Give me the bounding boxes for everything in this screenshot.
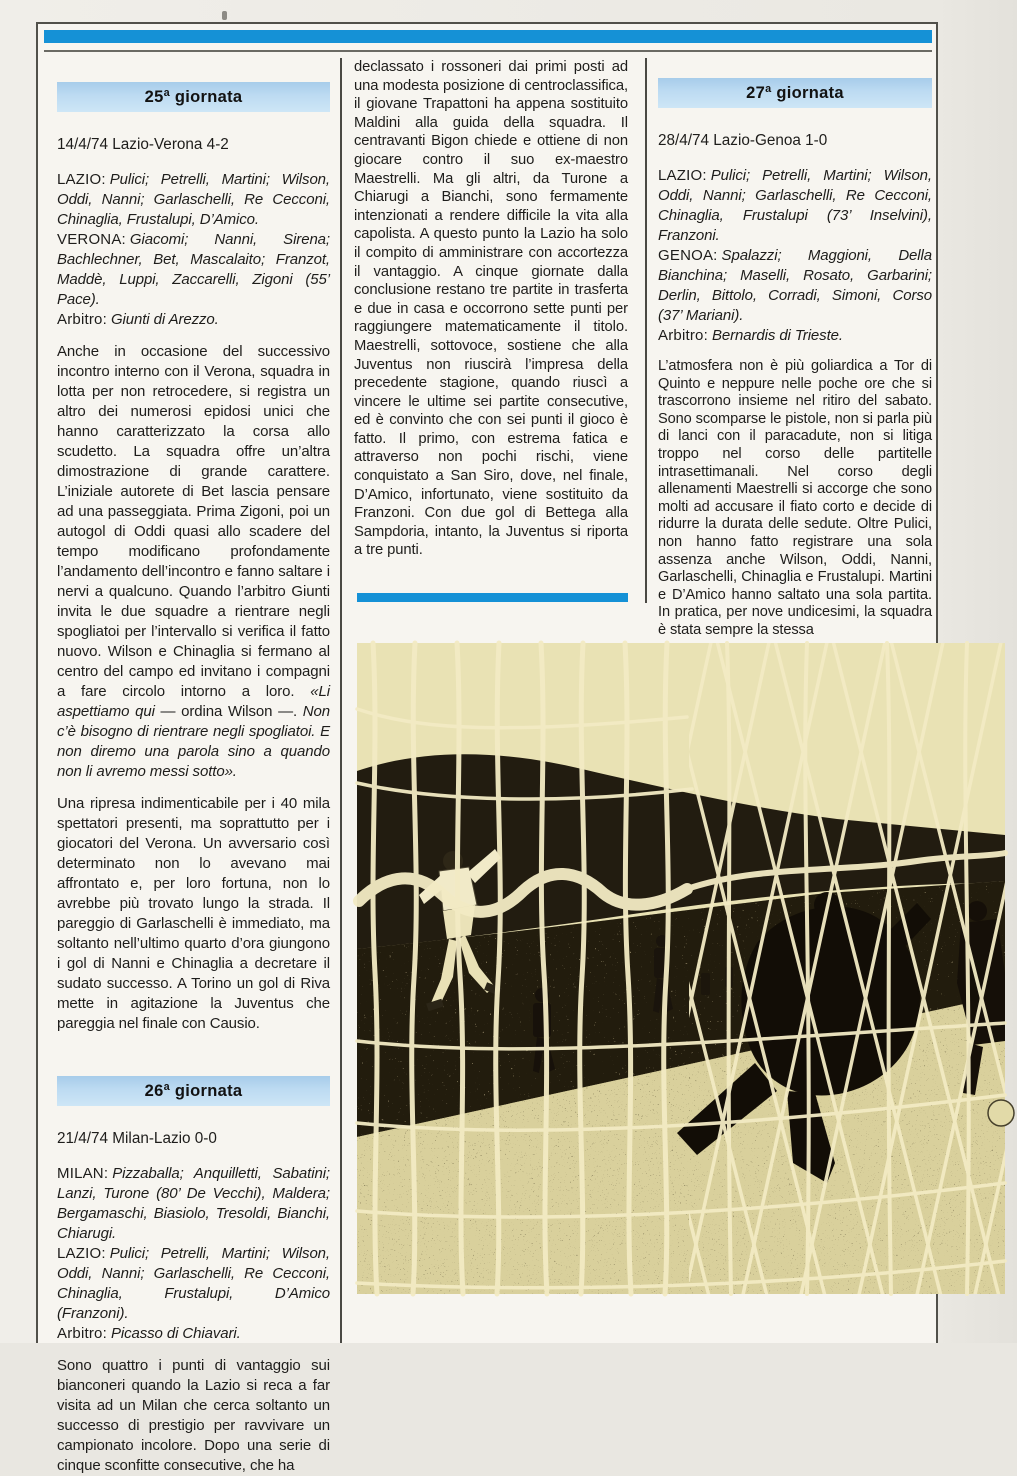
match-line-26: 21/4/74 Milan-Lazio 0-0: [57, 1130, 217, 1147]
top-accent-bar: [44, 30, 932, 43]
referee-name-27: Bernardis di Trieste.: [711, 327, 843, 344]
column-divider-right: [645, 58, 647, 603]
players-lazio-26: Pulici; Petrelli, Martini; Wilson, Oddi, Nanni; Garlaschelli, Re Cecconi, Chinaglia, Frustalupi, D’Amico (Franzoni).: [57, 1245, 330, 1322]
team-label-genoa: GENOA:: [658, 247, 718, 264]
section-separator-bar: [357, 593, 628, 602]
column-middle: [354, 58, 628, 560]
players-milan-26: Pizzaballa; Anquilletti, Sabatini; Lanzi, Turone (80’ De Vecchi), Maldera; Bergamaschi, Biasiolo, Tresoldi, Bianchi, Chiarugi.: [57, 1165, 330, 1242]
paragraph-26-1: Sono quattro i punti di vantaggio sui bianconeri quando la Lazio si reca a far visita ad un Milan che cerca soltanto un successo di prestigio per ravvivare un campionato incolore. Dopo una serie di cinque sconfitte consecutive, che ha: [57, 1357, 330, 1474]
referee-line-26: [57, 1324, 330, 1344]
paragraph-25-2: Una ripresa indimenticabile per i 40 mila spettatori presenti, ma soprattutto per i giocatori del Verona. Un avversario così determinato non lo avevano mai affrontato e, per loro fortuna, non lo avrebbe più trovato lungo la strada. Il pareggio di Garlaschelli è immediato, ma soltanto nell’ultimo quarto d’ora giungono i gol di Nanni e Chinaglia a decretare il sudato successo. A Torino un gol di Riva mette in agitazione la Juventus che pareggia nel finale con Causio.: [57, 795, 330, 1032]
paragraph-text: — ordina Wilson —.: [154, 703, 303, 720]
column-right: [658, 68, 932, 640]
referee-line-27: [658, 326, 932, 346]
giornata-27-header: [658, 78, 932, 108]
giornata-27-title: 27ª giornata: [746, 83, 844, 102]
giornata-25-header: [57, 82, 330, 112]
paragraph-text: Anche in occasione del successivo incontro interno con il Verona, squadra in lotta per non retrocedere, si registra un altro dei numerosi epidosi unici che hanno caratterizzato la corsa allo scudetto. La squadra offre un’altra dimostrazione di grande carattere. L’iniziale autorete di Bet lascia pensare ad una passeggiata. Prima Zigoni, poi un autogol di Oddi quasi allo scadere del tempo modificano profondamente l’andamento dell’incontro e fanno saltare i nervi a qualcuno. Quando l’arbitro Giunti invita le due squadre a rientrare negli spogliatoi per l’intervallo si verifica il fatto nuovo. Wilson e Chinaglia si fermano al centro del campo ed invitano i compagni a fare circolo intorno a loro.: [57, 343, 330, 700]
match-line-25: 14/4/74 Lazio-Verona 4-2: [57, 136, 229, 153]
ball: [988, 1100, 1014, 1126]
referee-name-26: Picasso di Chiavari.: [110, 1325, 241, 1342]
team-label-lazio: LAZIO:: [658, 167, 707, 184]
players-genoa-27: Spalazzi; Maggioni, Della Bianchina; Maselli, Rosato, Garbarini; Derlin, Bittolo, Corradi, Simoni, Corso (37’ Mariani).: [658, 247, 932, 324]
match-photo: [357, 643, 1005, 1294]
paragraph-middle: declassato i rossoneri dai primi posti ad una modesta posizione di centroclassifica, il giovane Trapattoni ha appena sostituito Maldini alla guida della squadra. Il centravanti Bigon chiede e ottiene di non giocare contro il suo ex-maestro Maestrelli. Ma gli altri, da Turone a Chiarugi a Bianchi, sono fermamente intenzionati a rendere difficile la vita alla capolista. A questo punto la Lazio ha solo il compito di amministrare con accortezza il vantaggio. A cinque giornate dalla conclusione restano tre partite in trasferta e due in casa e occorrono sette punti per raggiungere matematicamente il titolo. Maestrelli, sottovoce, sostiene che alla Juventus non riuscirà l’impresa della precedente stagione, quando riuscì a vincere le ultime sei partite consecutive, ed è convinto che con sei punti il gioco è fatto. Il primo, con estrema fatica e attraverso non pochi rischi, viene conquistato a San Siro, dove, nel finale, D’Amico, infortunato, viene sostituito da Franzoni. Con due gol di Bettega alla Sampdoria, intanto, la Juventus si riporta a tre punti.: [354, 59, 628, 559]
quote-text: Non c’è bisogno di rientrare negli spogliatoi. E non diremo una parola sino a quando non li avremo messi sotto».: [57, 703, 330, 780]
paragraph-27-1: L’atmosfera non è più goliardica a Tor di Quinto e neppure nelle poche ore che si trascorrono insieme nel ritiro del sabato. Sono scomparse le pistole, non si parla più di lanci con il paracadute, non si litiga troppo nel corso delle partitelle intrasettimanali. Nel corso degli allenamenti Maestrelli si accorge che sono molti ad accusare il fiato corto e decide di ridurre la durata delle sedute. Oltre Pulici, non hanno fatto registrare una sola assenza anche Wilson, Oddi, Nanni, Garlaschelli, Chinaglia e Frustalupi. Martini e D’Amico hanno saltato una sola partita. In pratica, per nove undicesimi, la squadra è stata sempre la stessa: [658, 358, 932, 638]
giornata-26-title: 26ª giornata: [144, 1081, 243, 1100]
giornata-26-header: [57, 1076, 330, 1106]
paragraph-25-1: [57, 342, 330, 782]
referee-label-26: Arbitro:: [57, 1325, 107, 1342]
players-verona-25: Giacomi; Nanni, Sirena; Bachlechner, Bet, Mascalaito; Franzot, Maddè, Luppi, Zaccarelli, Zigoni (55’ Pace).: [57, 231, 330, 308]
scan-speck: [222, 11, 227, 20]
top-rule: [44, 50, 932, 52]
team-label-lazio: LAZIO:: [57, 171, 106, 188]
team-label-milan: MILAN:: [57, 1165, 109, 1182]
team-label-verona: VERONA:: [57, 231, 126, 248]
lineup-genoa-27: [658, 246, 932, 326]
lineup-lazio-27: [658, 166, 932, 246]
giornata-25-title: 25ª giornata: [144, 87, 243, 106]
match-line-27: 28/4/74 Lazio-Genoa 1-0: [658, 132, 828, 149]
team-label-lazio: LAZIO:: [57, 1245, 106, 1262]
column-left: [57, 66, 330, 1474]
referee-name-25: Giunti di Arezzo.: [110, 311, 219, 328]
lineup-verona-25: [57, 230, 330, 310]
quote-text: «Li aspettiamo qui: [57, 683, 330, 720]
column-divider-left: [340, 58, 342, 1343]
players-lazio-25: Pulici; Petrelli, Martini; Wilson, Oddi, Nanni; Garlaschelli, Re Cecconi, Chinaglia, Frustalupi, D’Amico.: [57, 171, 330, 228]
lineup-milan-26: [57, 1164, 330, 1244]
lineup-lazio-25: [57, 170, 330, 230]
referee-label-25: Arbitro:: [57, 311, 107, 328]
lineup-lazio-26: [57, 1244, 330, 1324]
players-lazio-27: Pulici; Petrelli, Martini; Wilson, Oddi, Nanni; Garlaschelli, Re Cecconi, Chinaglia, Frustalupi (73’ Inselvini), Franzoni.: [658, 167, 932, 244]
referee-label-27: Arbitro:: [658, 327, 708, 344]
goal-scene: [357, 643, 1005, 1294]
referee-line-25: [57, 310, 330, 330]
